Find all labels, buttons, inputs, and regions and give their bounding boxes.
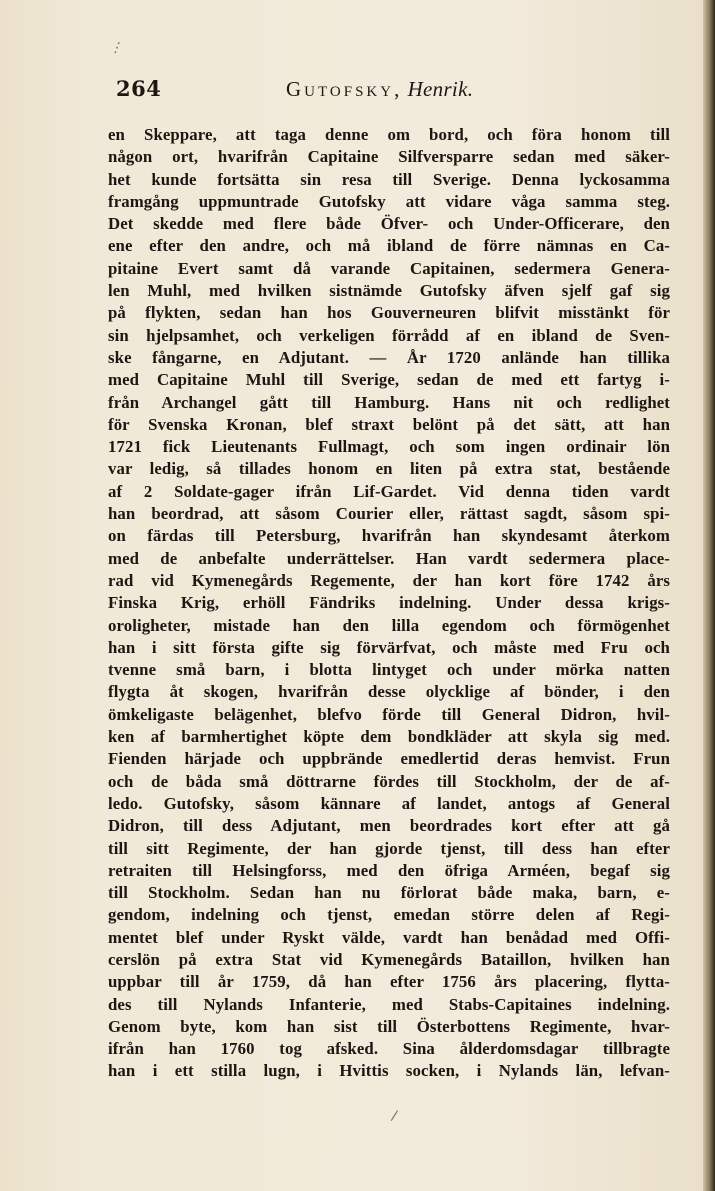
text-line: till sitt Regimente, der han gjorde tjenst, till dess han efter <box>108 838 670 858</box>
text-line: till Stockholm. Sedan han nu förlorat både maka, barn, e- <box>108 883 670 903</box>
text-line: het kunde fortsätta sin resa till Sverige. Denna lyckosamma <box>108 169 670 189</box>
text-line: och de båda små döttrarne fördes till Stockholm, der de af- <box>108 771 670 791</box>
text-line: han i sitt första gifte sig förvärfvat, och måste med Fru och <box>108 637 670 657</box>
text-line: från Archangel gått till Hamburg. Hans nit och redlighet <box>108 392 670 412</box>
text-line: framgång uppmuntrade Gutofsky att vidare våga samma steg. <box>108 191 670 211</box>
text-line: ömkeligaste belägenhet, blefvo förde till General Didron, hvil- <box>108 704 670 724</box>
text-line: af 2 Soldate-gager ifrån Lif-Gardet. Vid denna tiden vardt <box>108 481 670 501</box>
text-line: Finska Krig, erhöll Fändriks indelning. Under dessa krigs- <box>108 593 670 613</box>
running-head-given-name: Henrik. <box>407 77 474 101</box>
text-line: retraiten till Helsingforss, med den öfriga Arméen, begaf sig <box>108 860 670 880</box>
text-line: oroligheter, mistade han den lilla egendom och förmögenhet <box>108 615 670 635</box>
text-line: Genom byte, kom han sist till Österbottens Regimente, hvar- <box>108 1016 670 1036</box>
body-text <box>108 124 670 1083</box>
text-line: med Capitaine Muhl till Sverige, sedan de med ett fartyg i- <box>108 370 670 390</box>
text-line: någon ort, hvarifrån Capitaine Silfversparre sedan med säker- <box>108 147 670 167</box>
text-line: för Svenska Kronan, blef straxt belönt på det sätt, att han <box>108 414 670 434</box>
text-line: Didron, till dess Adjutant, men beordrades kort efter att gå <box>108 816 670 836</box>
text-line: ifrån han 1760 tog afsked. Sina ålderdomsdagar tillbragte <box>108 1039 670 1059</box>
text-line: gendom, indelning och tjenst, emedan större delen af Regi- <box>108 905 670 925</box>
running-head <box>286 77 473 102</box>
page-number: 264 <box>116 76 162 101</box>
text-line: sin hjelpsamhet, och verkeligen förrådd af en ibland de Sven- <box>108 325 670 345</box>
text-line: des till Nylands Infanterie, med Stabs-Capitaines indelning. <box>108 994 670 1014</box>
text-line: var ledig, så tillades honom en liten på extra stat, bestående <box>108 459 670 479</box>
pencil-mark-icon: ∕ <box>390 1107 399 1125</box>
page-header <box>116 74 668 106</box>
text-line: uppbar till år 1759, då han efter 1756 års placering, flytta- <box>108 972 670 992</box>
text-line: rad vid Kymenegårds Regemente, der han kort före 1742 års <box>108 570 670 590</box>
text-line: på flykten, sedan han hos Gouverneuren blifvit misstänkt för <box>108 303 670 323</box>
text-line: flygta åt skogen, hvarifrån desse olycklige af bönder, i den <box>108 682 670 702</box>
text-line: ken af barmhertighet köpte dem bondkläder att skyla sig med. <box>108 727 670 747</box>
pencil-mark-icon: ⋮ <box>107 38 127 58</box>
running-head-surname: Gutofsky, <box>286 77 403 101</box>
text-line: len Muhl, med hvilken sistnämde Gutofsky äfven sjelf gaf sig <box>108 281 670 301</box>
text-line: han i ett stilla lugn, i Hvittis socken, i Nylands län, lefvan- <box>108 1061 670 1081</box>
text-line: Det skedde med flere både Öfver- och Under-Officerare, den <box>108 214 670 234</box>
text-line: ledo. Gutofsky, såsom kännare af landet, antogs af General <box>108 793 670 813</box>
text-line: han beordrad, att såsom Courier eller, rättast sagdt, såsom spi- <box>108 504 670 524</box>
text-line: ske fångarne, en Adjutant. — År 1720 anlände han tillika <box>108 347 670 367</box>
text-line: pitaine Evert samt då varande Capitainen, sedermera Genera- <box>108 258 670 278</box>
text-line: ene efter den andre, och må ibland de förre nämnas en Ca- <box>108 236 670 256</box>
text-line: tvenne små barn, i blotta lintyget och under mörka natten <box>108 660 670 680</box>
text-line: med de anbefalte underrättelser. Han vardt sedermera place- <box>108 548 670 568</box>
text-line: cerslön på extra Stat vid Kymenegårds Bataillon, hvilken han <box>108 949 670 969</box>
text-line: 1721 fick Lieutenants Fullmagt, och som ingen ordinair lön <box>108 437 670 457</box>
page-edge-shadow <box>703 0 715 1191</box>
text-line: en Skeppare, att taga denne om bord, och föra honom till <box>108 125 670 144</box>
text-line: Fienden härjade och uppbrände emedlertid deras hemvist. Frun <box>108 749 670 769</box>
text-line: mentet blef under Ryskt välde, vardt han benådad med Offi- <box>108 927 670 947</box>
text-line: on färdas till Petersburg, hvarifrån han skyndesamt återkom <box>108 526 670 546</box>
